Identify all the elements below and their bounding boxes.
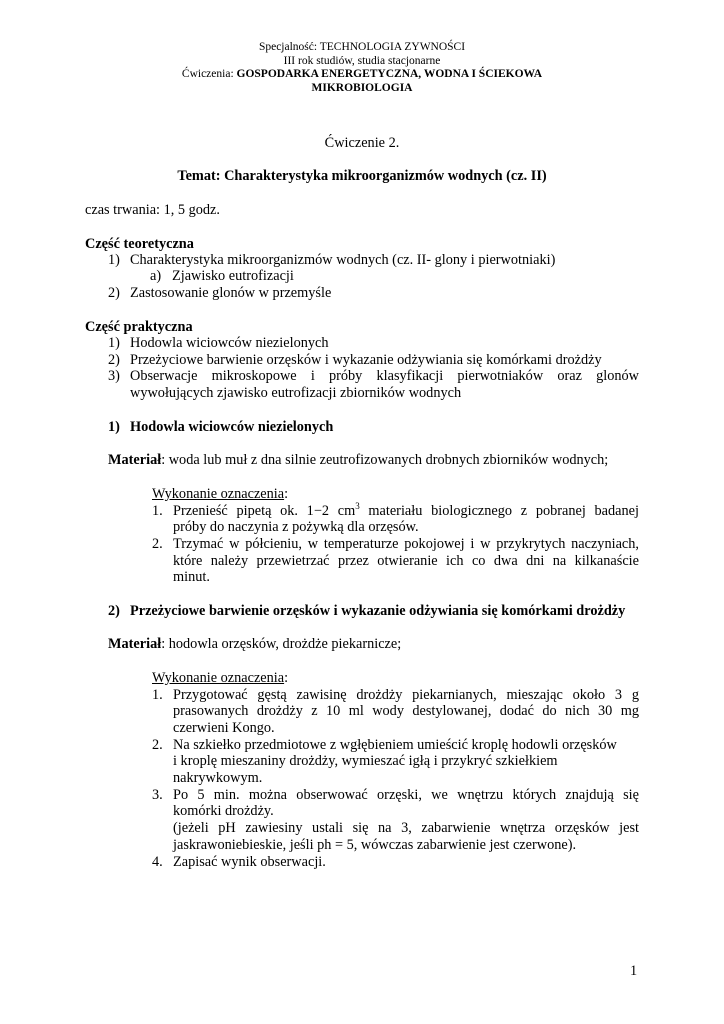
header-subject: MIKROBIOLOGIA: [311, 81, 413, 94]
section2-num: 2): [108, 603, 120, 619]
section2-title: Przeżyciowe barwienie orzęsków i wykazanie odżywiania się komórkami drożdży: [130, 603, 626, 619]
step-text: Zapisać wynik obserwacji.: [173, 854, 326, 870]
practice-item: Hodowla wiciowców niezielonych: [130, 335, 329, 351]
header-course: Ćwiczenia: GOSPODARKA ENERGETYCZNA, WODNA I ŚCIEKOWA: [181, 68, 543, 80]
step-text-cont: nakrywkowym.: [173, 770, 263, 786]
theory-item-num: 2): [108, 285, 120, 301]
page-number: 1: [630, 963, 638, 979]
step-num: 2.: [152, 536, 163, 552]
step-num: 2.: [152, 737, 163, 753]
practice-item: Przeżyciowe barwienie orzęsków i wykazanie odżywiania się komórkami drożdży: [130, 352, 602, 368]
section1-procedure-label: Wykonanie oznaczenia:: [152, 486, 289, 502]
step-num: 1.: [152, 687, 163, 703]
step-text-cont: prasowanych drożdży z 10 ml wody destylowanej, dodać do nich 30 mg: [173, 703, 639, 719]
header-study-year: III rok studiów, studia stacjonarne: [283, 54, 441, 67]
step-text-cont: czerwieni Kongo.: [173, 720, 275, 736]
practice-item-num: 1): [108, 335, 120, 351]
practice-item: Obserwacje mikroskopowe i próby klasyfikacji pierwotniaków oraz glonów: [130, 368, 639, 384]
step-text-cont: (jeżeli pH zawiesiny ustali się na 3, zabarwienie wnętrza orzęsków jest: [173, 820, 639, 836]
step-text-cont: które należy przewietrzać przez otwieranie ich co dwa dni na kilkanaście: [173, 553, 639, 569]
section2-procedure-label: Wykonanie oznaczenia:: [152, 670, 289, 686]
theory-item-num: 1): [108, 252, 120, 268]
section1-num: 1): [108, 419, 120, 435]
step-text: Przygotować gęstą zawisinę drożdży piekarnianych, mieszając około 3 g: [173, 687, 639, 703]
step-text-cont: minut.: [173, 569, 210, 585]
theory-item: Charakterystyka mikroorganizmów wodnych (cz. II- glony i pierwotniaki): [130, 252, 556, 268]
step-num: 1.: [152, 503, 163, 519]
section1-material: Materiał: woda lub muł z dna silnie zeutrofizowanych drobnych zbiorników wodnych;: [108, 452, 609, 468]
exercise-topic: Temat: Charakterystyka mikroorganizmów wodnych (cz. II): [177, 168, 547, 184]
step-text: Po 5 min. można obserwować orzęski, we wnętrzu których znajdują się: [173, 787, 639, 803]
document-header: [0, 41, 724, 95]
step-text-cont: i kroplę mieszaniny drożdży, wymieszać igłą i przykryć szkiełkiem: [173, 753, 558, 769]
theory-subitem-num: a): [150, 268, 162, 284]
theory-item: Zastosowanie glonów w przemyśle: [130, 285, 332, 301]
theory-subitem: Zjawisko eutrofizacji: [172, 268, 294, 284]
step-text-cont: próby do naczynia z pożywką dla orzęsów.: [173, 519, 419, 535]
exercise-title: Ćwiczenie 2.: [324, 135, 400, 151]
practice-heading: Część praktyczna: [85, 319, 193, 335]
duration: czas trwania: 1, 5 godz.: [85, 202, 220, 218]
practice-item-cont: wywołujących zjawisko eutrofizacji zbiorników wodnych: [130, 385, 462, 401]
theory-heading: Część teoretyczna: [85, 236, 194, 252]
step-num: 3.: [152, 787, 163, 803]
step-text-cont: komórki drożdży.: [173, 803, 274, 819]
section1-title: Hodowla wiciowców niezielonych: [130, 419, 334, 435]
practice-item-num: 2): [108, 352, 120, 368]
step-text-cont: jaskrawoniebieskie, jeśli ph = 5, wówczas zabarwienie jest czerwone).: [173, 837, 577, 853]
step-text: Trzymać w półcieniu, w temperaturze pokojowej i w przykrytych naczyniach,: [173, 536, 639, 552]
step-text: Na szkiełko przedmiotowe z wgłębieniem umieścić kroplę hodowli orzęsków: [173, 737, 617, 753]
section2-material: Materiał: hodowla orzęsków, drożdże piekarnicze;: [108, 636, 402, 652]
step-text: Przenieść pipetą ok. 1−2 $cm^3$ materiału biologicznego z pobranej badanej: [173, 501, 639, 519]
header-specialty: Specjalność: TECHNOLOGIA ZYWNOŚCI: [258, 41, 466, 53]
step-num: 4.: [152, 854, 163, 870]
practice-item-num: 3): [108, 368, 120, 384]
